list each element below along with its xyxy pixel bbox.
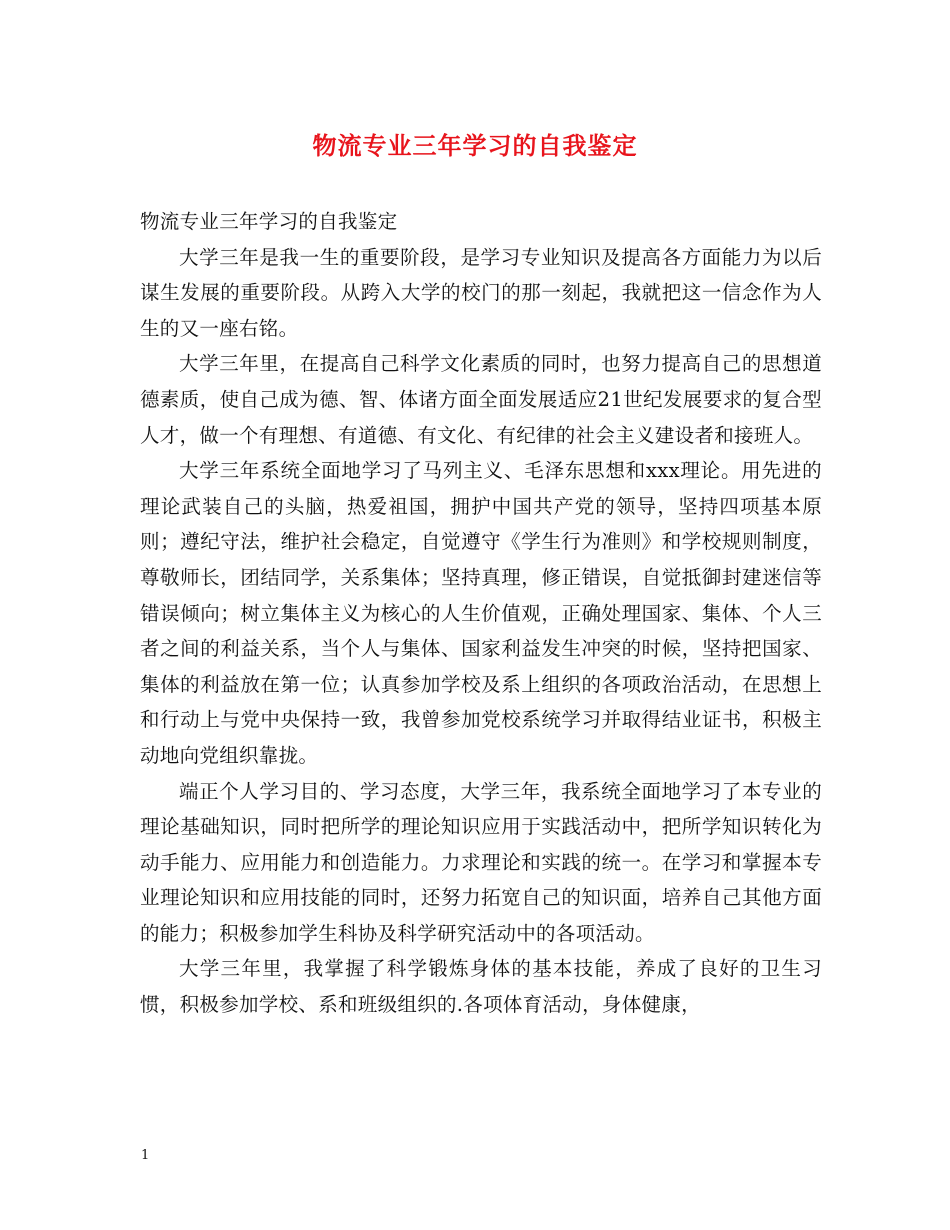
- document-body: [140, 204, 822, 1023]
- page-number: 1: [141, 1148, 150, 1163]
- paragraph-4: 端正个人学习目的、学习态度，大学三年，我系统全面地学习了本专业的理论基础知识，同时把所学的理论知识应用于实践活动中，把所学知识转化为动手能力、应用能力和创造能力。力求理论和实践的统一。在学习和掌握本专业理论知识和应用技能的同时，还努力拓宽自己的知识面，培养自己其他方面的能力；积极参加学生科协及科学研究活动中的各项活动。: [140, 779, 822, 945]
- paragraph-2: 大学三年里，在提高自己科学文化素质的同时，也努力提高自己的思想道德素质，使自己成为德、智、体诸方面全面发展适应21世纪发展要求的复合型人才，做一个有理想、有道德、有文化、有纪律的社会主义建设者和接班人。: [140, 352, 822, 447]
- document-title: 物流专业三年学习的自我鉴定: [312, 131, 638, 160]
- body-heading: 物流专业三年学习的自我鉴定: [140, 210, 398, 233]
- paragraph-5: 大学三年里，我掌握了科学锻炼身体的基本技能，养成了良好的卫生习惯，积极参加学校、系和班级组织的.各项体育活动，身体健康，: [140, 957, 822, 1017]
- paragraph-3: 大学三年系统全面地学习了马列主义、毛泽东思想和xxx理论。用先进的理论武装自己的头脑，热爱祖国，拥护中国共产党的领导，坚持四项基本原则；遵纪守法，维护社会稳定，自觉遵守《学生行为准则》和学校规则制度，尊敬师长，团结同学，关系集体；坚持真理，修正错误，自觉抵御封建迷信等错误倾向；树立集体主义为核心的人生价值观，正确处理国家、集体、个人三者之间的利益关系，当个人与集体、国家利益发生冲突的时候，坚持把国家、集体的利益放在第一位；认真参加学校及系上组织的各项政治活动，在思想上和行动上与党中央保持一致，我曾参加党校系统学习并取得结业证书，积极主动地向党组织靠拢。: [140, 459, 822, 767]
- paragraph-1: 大学三年是我一生的重要阶段，是学习专业知识及提高各方面能力为以后谋生发展的重要阶段。从跨入大学的校门的那一刻起，我就把这一信念作为人生的又一座右铭。: [140, 245, 822, 340]
